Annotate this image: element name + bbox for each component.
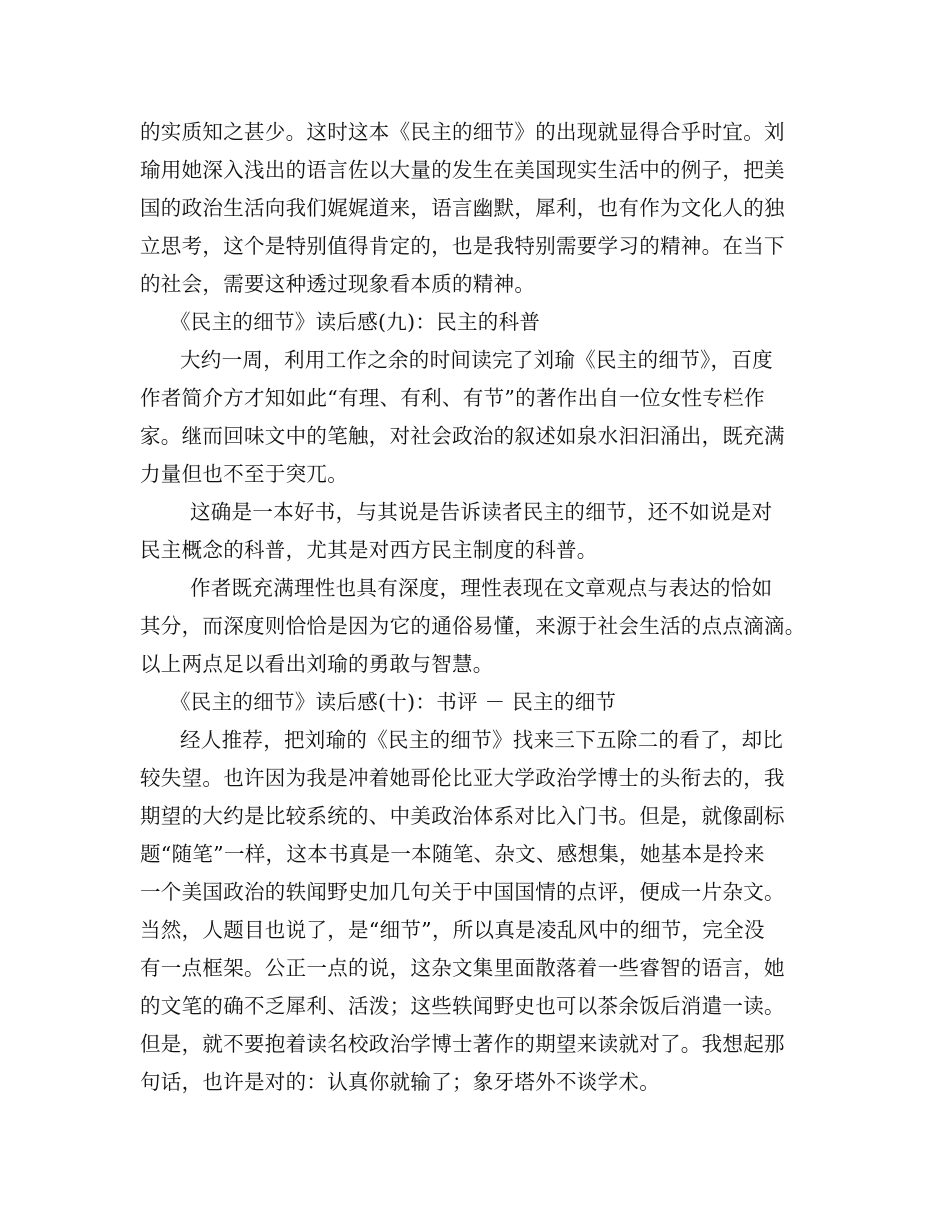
section-heading: 《民主的细节》读后感(十)：书评 － 民主的细节 <box>170 690 617 714</box>
paragraph-line: 的社会，需要这种透过现象看本质的精神。 <box>140 272 536 296</box>
paragraph-line: 当然，人题目也说了，是“细节”，所以真是凌乱风中的细节，完全没 <box>140 918 765 942</box>
paragraph-line: 题“随笔”一样，这本书真是一本随笔、杂文、感想集，她基本是拎来 <box>140 842 765 866</box>
paragraph-line: 期望的大约是比较系统的、中美政治体系对比入门书。但是，就像副标 <box>140 804 785 828</box>
paragraph-line: 以上两点足以看出刘瑜的勇敢与智慧。 <box>140 652 494 676</box>
paragraph-line: 较失望。也许因为我是冲着她哥伦比亚大学政治学博士的头衔去的，我 <box>140 766 785 790</box>
paragraph-line: 经人推荐，把刘瑜的《民主的细节》找来三下五除二的看了，却比 <box>180 728 784 752</box>
paragraph-line: 句话，也许是对的：认真你就输了；象牙塔外不谈学术。 <box>140 1070 660 1094</box>
paragraph-line: 大约一周，利用工作之余的时间读完了刘瑜《民主的细节》，百度 <box>180 348 773 372</box>
paragraph-line: 瑜用她深入浅出的语言佐以大量的发生在美国现实生活中的例子，把美 <box>140 158 785 182</box>
paragraph-line: 有一点框架。公正一点的说，这杂文集里面散落着一些睿智的语言，她 <box>140 956 785 980</box>
paragraph-line: 家。继而回味文中的笔触，对社会政治的叙述如泉水汩汩涌出，既充满 <box>140 424 785 448</box>
paragraph-line: 作者既充满理性也具有深度，理性表现在文章观点与表达的恰如 <box>190 576 773 600</box>
paragraph-line: 力量但也不至于突兀。 <box>140 462 348 486</box>
paragraph-line: 国的政治生活向我们娓娓道来，语言幽默，犀利，也有作为文化人的独 <box>140 196 785 220</box>
paragraph-line: 民主概念的科普，尤其是对西方民主制度的科普。 <box>140 538 598 562</box>
paragraph-line: 其分，而深度则恰恰是因为它的通俗易懂，来源于社会生活的点点滴滴。 <box>140 614 806 638</box>
paragraph-line: 一个美国政治的轶闻野史加几句关于中国国情的点评，便成一片杂文。 <box>140 880 785 904</box>
paragraph-line: 作者简介方才知如此“有理、有利、有节”的著作出自一位女性专栏作 <box>140 386 765 410</box>
paragraph-line: 的实质知之甚少。这时这本《民主的细节》的出现就显得合乎时宜。刘 <box>140 120 785 144</box>
paragraph-line: 的文笔的确不乏犀利、活泼；这些轶闻野史也可以茶余饭后消遣一读。 <box>140 994 785 1018</box>
paragraph-line: 立思考，这个是特别值得肯定的，也是我特别需要学习的精神。在当下 <box>140 234 785 258</box>
section-heading: 《民主的细节》读后感(九)：民主的科普 <box>170 310 541 334</box>
paragraph-line: 但是，就不要抱着读名校政治学博士著作的期望来读就对了。我想起那 <box>140 1032 785 1056</box>
paragraph-line: 这确是一本好书，与其说是告诉读者民主的细节，还不如说是对 <box>190 500 773 524</box>
